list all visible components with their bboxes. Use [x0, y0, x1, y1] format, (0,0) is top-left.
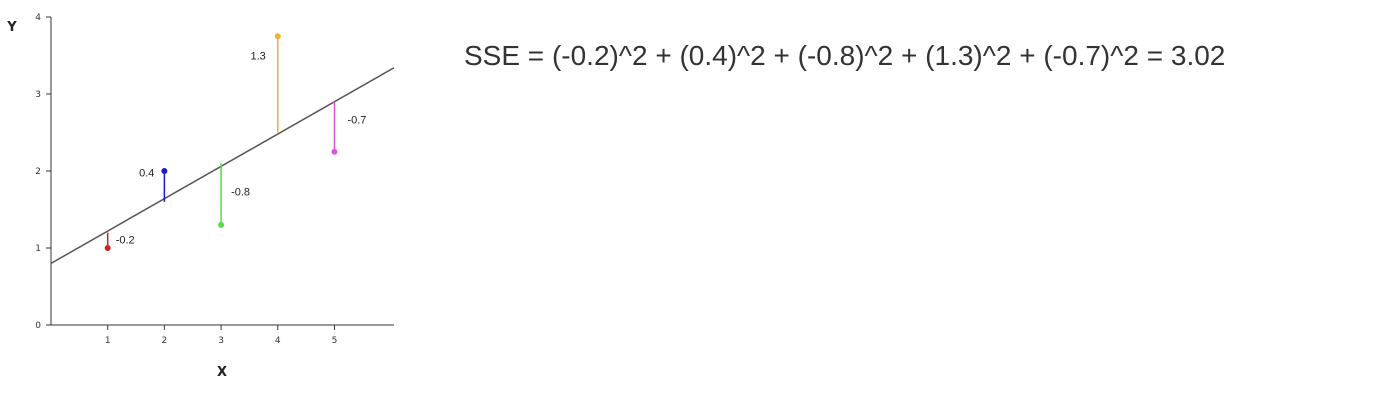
data-point	[218, 222, 224, 228]
x-axis-title: X	[216, 365, 228, 380]
residual-label: -0.8	[231, 186, 251, 199]
residual-label: 0.4	[139, 167, 155, 180]
x-tick-label: 4	[274, 336, 281, 346]
x-tick-label: 3	[218, 336, 224, 346]
y-axis-title: Y	[7, 20, 17, 35]
residual-label: -0.2	[115, 234, 135, 247]
y-tick-label: 3	[35, 90, 41, 100]
residual-label: 1.3	[250, 50, 266, 63]
sse-equation: SSE = (-0.2)^2 + (0.4)^2 + (-0.8)^2 + (1.3)^2 + (-0.7)^2 = 3.02	[464, 40, 1226, 71]
residual-plot	[0, 0, 420, 400]
data-point	[105, 245, 111, 251]
data-point	[161, 168, 167, 174]
regression-line	[51, 68, 394, 264]
x-tick-label: 5	[331, 336, 338, 346]
x-tick-label: 1	[104, 336, 111, 346]
y-tick-label: 4	[35, 13, 41, 23]
data-point	[275, 33, 281, 39]
y-tick-label: 2	[35, 167, 41, 177]
y-tick-label: 1	[35, 244, 41, 254]
data-point	[331, 149, 337, 155]
y-tick-label: 0	[35, 321, 41, 331]
residual-label: -0.7	[347, 114, 367, 127]
x-tick-label: 2	[161, 336, 168, 346]
